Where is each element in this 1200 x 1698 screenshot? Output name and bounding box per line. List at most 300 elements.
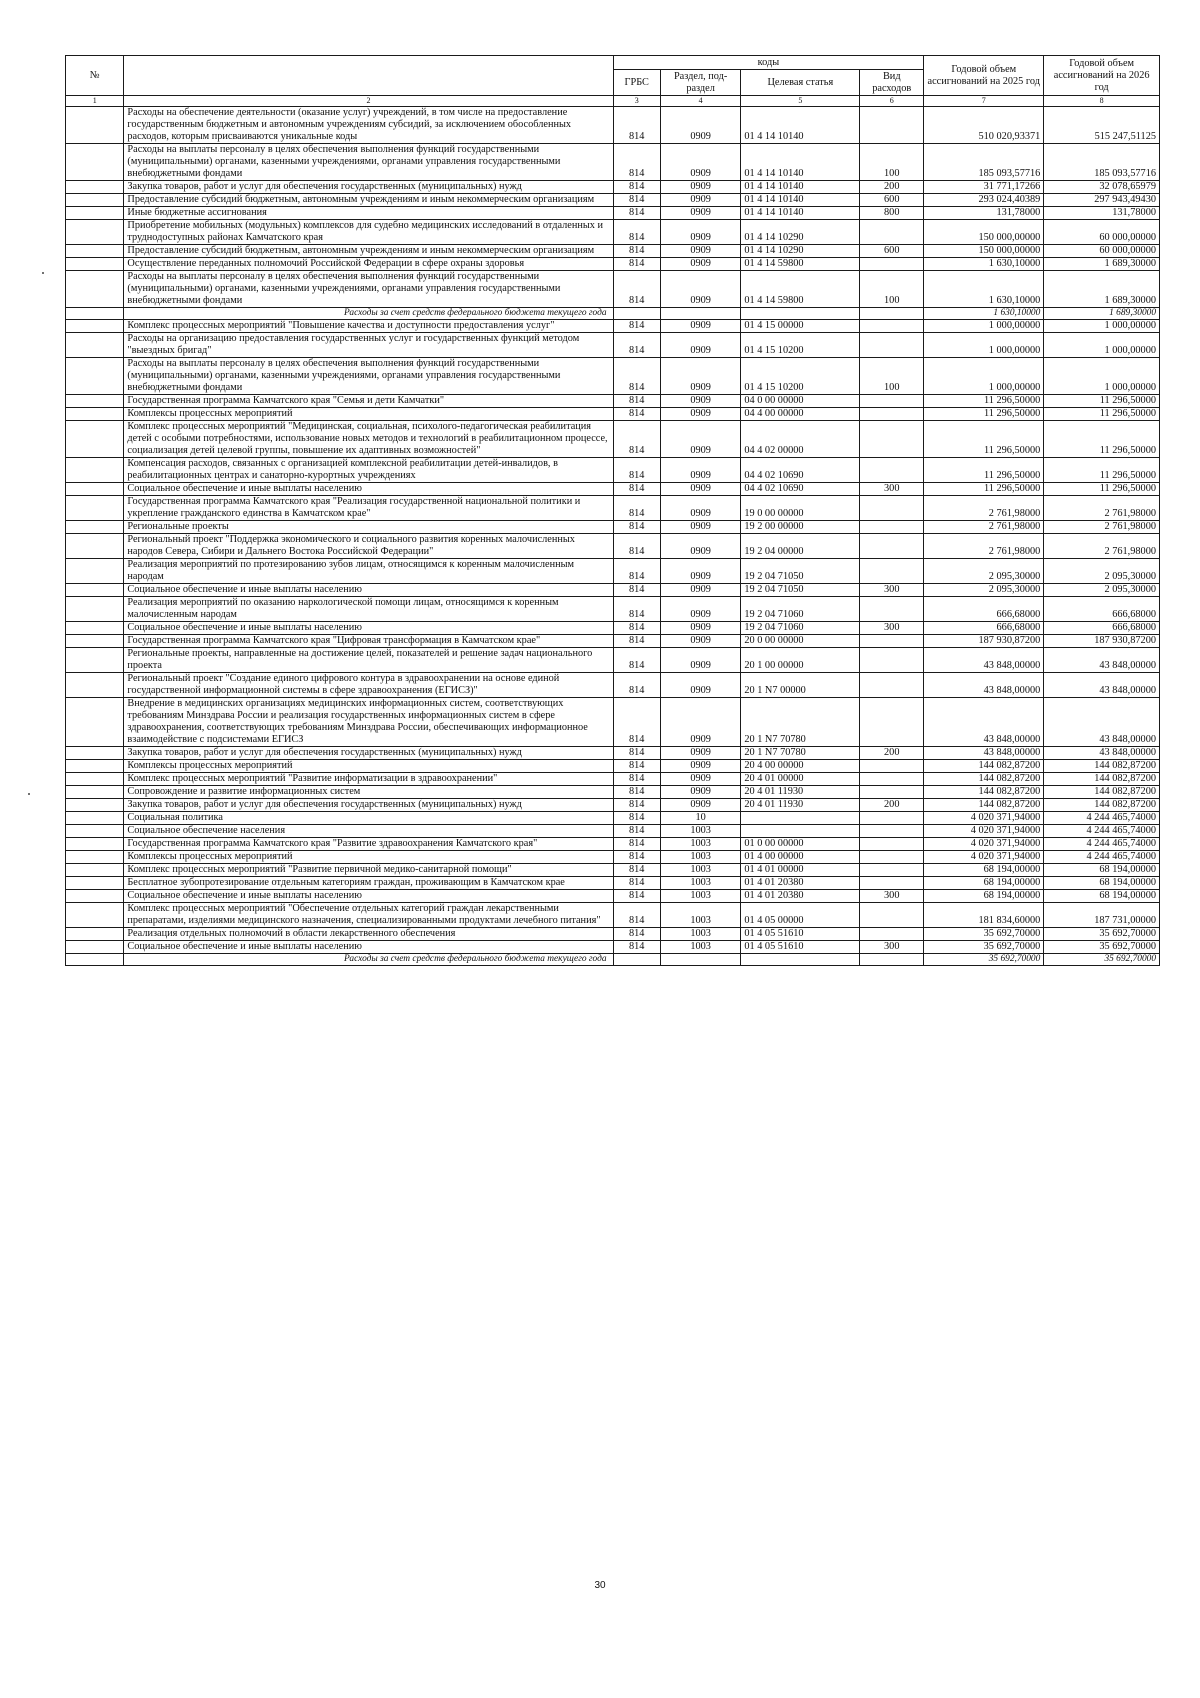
- row-number-cell: [66, 245, 124, 258]
- row-target-article: 01 4 14 10140: [741, 194, 860, 207]
- row-grbs: 814: [613, 864, 660, 877]
- row-description: Предоставление субсидий бюджетным, автономным учреждениям и иным некоммерческим организациям: [124, 194, 613, 207]
- row-target-article: 20 4 01 11930: [741, 799, 860, 812]
- row-description: Комплекс процессных мероприятий "Повышение качества и доступности предоставления услуг": [124, 320, 613, 333]
- row-target-article: 20 1 N7 70780: [741, 698, 860, 747]
- row-number-cell: [66, 258, 124, 271]
- row-amount-2025: 144 082,87200: [924, 773, 1044, 786]
- row-expense-kind: [860, 825, 924, 838]
- column-number: 3: [613, 96, 660, 107]
- row-section: 0909: [660, 698, 740, 747]
- row-description: Предоставление субсидий бюджетным, автономным учреждениям и иным некоммерческим организациям: [124, 245, 613, 258]
- row-section: 0909: [660, 271, 740, 308]
- row-amount-2026: 187 731,00000: [1044, 903, 1160, 928]
- table-row: [66, 144, 1160, 181]
- row-description: Социальное обеспечение населения: [124, 825, 613, 838]
- table-row: [66, 597, 1160, 622]
- row-number-cell: [66, 941, 124, 954]
- row-number-cell: [66, 773, 124, 786]
- row-expense-kind: 200: [860, 799, 924, 812]
- row-amount-2026: 4 244 465,74000: [1044, 812, 1160, 825]
- row-number-cell: [66, 864, 124, 877]
- row-target-article: 01 4 14 10290: [741, 245, 860, 258]
- row-number-cell: [66, 851, 124, 864]
- row-expense-kind: [860, 673, 924, 698]
- row-section: 0909: [660, 483, 740, 496]
- row-target-article: 01 0 00 00000: [741, 838, 860, 851]
- row-expense-kind: [860, 903, 924, 928]
- row-amount-2025: 666,68000: [924, 622, 1044, 635]
- row-description: Социальное обеспечение и иные выплаты населению: [124, 483, 613, 496]
- row-target-article: 01 4 05 51610: [741, 941, 860, 954]
- row-section: 0909: [660, 245, 740, 258]
- row-grbs: 814: [613, 144, 660, 181]
- row-section: 1003: [660, 890, 740, 903]
- row-amount-2026: 185 093,57716: [1044, 144, 1160, 181]
- row-expense-kind: [860, 308, 924, 320]
- row-amount-2025: 35 692,70000: [924, 954, 1044, 966]
- row-grbs: 814: [613, 903, 660, 928]
- row-target-article: 20 4 00 00000: [741, 760, 860, 773]
- row-section: 0909: [660, 107, 740, 144]
- row-description: Расходы за счет средств федерального бюджета текущего года: [124, 308, 613, 320]
- row-number-cell: [66, 648, 124, 673]
- row-number-cell: [66, 747, 124, 760]
- table-row: [66, 773, 1160, 786]
- row-target-article: 01 4 14 10140: [741, 207, 860, 220]
- row-amount-2025: 181 834,60000: [924, 903, 1044, 928]
- row-grbs: 814: [613, 483, 660, 496]
- row-number-cell: [66, 877, 124, 890]
- row-target-article: 01 4 14 59800: [741, 271, 860, 308]
- row-amount-2026: 11 296,50000: [1044, 408, 1160, 421]
- row-description: Комплекс процессных мероприятий "Обеспечение отдельных категорий граждан лекарственными препаратами, изделиями медицинского назначения, специализированными продуктами лечебного питания": [124, 903, 613, 928]
- row-grbs: 814: [613, 786, 660, 799]
- row-expense-kind: [860, 421, 924, 458]
- row-expense-kind: [860, 648, 924, 673]
- row-section: 0909: [660, 622, 740, 635]
- row-section: 0909: [660, 673, 740, 698]
- row-amount-2026: 11 296,50000: [1044, 458, 1160, 483]
- row-target-article: 01 4 01 20380: [741, 877, 860, 890]
- column-number: 8: [1044, 96, 1160, 107]
- row-number-cell: [66, 597, 124, 622]
- row-amount-2025: 68 194,00000: [924, 864, 1044, 877]
- row-number-cell: [66, 584, 124, 597]
- row-description: Реализация мероприятий по оказанию наркологической помощи лицам, относящимся к коренным малочисленным народам: [124, 597, 613, 622]
- column-number: 4: [660, 96, 740, 107]
- row-description: Расходы на выплаты персоналу в целях обеспечения выполнения функций государственными (муниципальными) органами, казенными учреждениями, органами управления государственными внебюджетными фондами: [124, 144, 613, 181]
- row-grbs: [613, 308, 660, 320]
- row-expense-kind: [860, 786, 924, 799]
- row-amount-2025: 666,68000: [924, 597, 1044, 622]
- table-row: [66, 635, 1160, 648]
- row-description: Расходы за счет средств федерального бюджета текущего года: [124, 954, 613, 966]
- row-description: Закупка товаров, работ и услуг для обеспечения государственных (муниципальных) нужд: [124, 181, 613, 194]
- row-target-article: 20 0 00 00000: [741, 635, 860, 648]
- row-grbs: 814: [613, 698, 660, 747]
- row-expense-kind: 300: [860, 622, 924, 635]
- row-amount-2026: 11 296,50000: [1044, 395, 1160, 408]
- row-number-cell: [66, 358, 124, 395]
- row-amount-2026: 131,78000: [1044, 207, 1160, 220]
- row-grbs: 814: [613, 928, 660, 941]
- table-row: [66, 559, 1160, 584]
- row-description: Социальное обеспечение и иные выплаты населению: [124, 584, 613, 597]
- row-section: 0909: [660, 395, 740, 408]
- row-section: 0909: [660, 220, 740, 245]
- row-amount-2025: 144 082,87200: [924, 799, 1044, 812]
- row-amount-2026: 4 244 465,74000: [1044, 838, 1160, 851]
- row-number-cell: [66, 534, 124, 559]
- table-row: [66, 358, 1160, 395]
- row-number-cell: [66, 395, 124, 408]
- table-row: [66, 521, 1160, 534]
- row-grbs: 814: [613, 320, 660, 333]
- row-description: Реализация отдельных полномочий в области лекарственного обеспечения: [124, 928, 613, 941]
- row-number-cell: [66, 698, 124, 747]
- row-expense-kind: [860, 597, 924, 622]
- row-grbs: 814: [613, 825, 660, 838]
- row-number-cell: [66, 207, 124, 220]
- row-target-article: 01 4 15 10200: [741, 333, 860, 358]
- row-description: Закупка товаров, работ и услуг для обеспечения государственных (муниципальных) нужд: [124, 747, 613, 760]
- row-number-cell: [66, 408, 124, 421]
- row-section: [660, 954, 740, 966]
- row-number-cell: [66, 220, 124, 245]
- row-number-cell: [66, 320, 124, 333]
- row-amount-2026: 43 848,00000: [1044, 673, 1160, 698]
- row-amount-2025: 4 020 371,94000: [924, 825, 1044, 838]
- row-description: Иные бюджетные ассигнования: [124, 207, 613, 220]
- row-expense-kind: [860, 760, 924, 773]
- row-grbs: 814: [613, 597, 660, 622]
- row-amount-2026: 43 848,00000: [1044, 747, 1160, 760]
- row-amount-2026: 1 689,30000: [1044, 308, 1160, 320]
- row-amount-2026: 1 000,00000: [1044, 320, 1160, 333]
- row-expense-kind: [860, 408, 924, 421]
- table-row: [66, 799, 1160, 812]
- table-row: [66, 258, 1160, 271]
- row-description: Сопровождение и развитие информационных систем: [124, 786, 613, 799]
- column-number-row: [66, 96, 1160, 107]
- row-number-cell: [66, 812, 124, 825]
- row-amount-2026: 666,68000: [1044, 622, 1160, 635]
- table-row: [66, 271, 1160, 308]
- row-expense-kind: [860, 258, 924, 271]
- row-amount-2025: 2 095,30000: [924, 559, 1044, 584]
- row-description: Расходы на выплаты персоналу в целях обеспечения выполнения функций государственными (муниципальными) органами, казенными учреждениями, органами управления государственными внебюджетными фондами: [124, 358, 613, 395]
- row-amount-2025: 43 848,00000: [924, 648, 1044, 673]
- row-expense-kind: [860, 812, 924, 825]
- row-amount-2025: 1 000,00000: [924, 358, 1044, 395]
- row-amount-2026: 68 194,00000: [1044, 890, 1160, 903]
- row-description: Комплексы процессных мероприятий: [124, 760, 613, 773]
- column-number: 6: [860, 96, 924, 107]
- table-row: [66, 928, 1160, 941]
- table-row: [66, 648, 1160, 673]
- row-target-article: 04 4 00 00000: [741, 408, 860, 421]
- row-description: Государственная программа Камчатского края "Цифровая трансформация в Камчатском крае": [124, 635, 613, 648]
- row-grbs: 814: [613, 181, 660, 194]
- row-description: Государственная программа Камчатского края "Развитие здравоохранения Камчатского края": [124, 838, 613, 851]
- row-expense-kind: 200: [860, 181, 924, 194]
- table-row: [66, 207, 1160, 220]
- row-expense-kind: [860, 320, 924, 333]
- row-target-article: 04 4 02 10690: [741, 483, 860, 496]
- row-expense-kind: [860, 559, 924, 584]
- row-description: Комплексы процессных мероприятий: [124, 408, 613, 421]
- row-target-article: [741, 825, 860, 838]
- row-amount-2026: 60 000,00000: [1044, 220, 1160, 245]
- table-row: [66, 786, 1160, 799]
- row-description: Государственная программа Камчатского края "Реализация государственной национальной политики и укрепление гражданского единства в Камчатском крае": [124, 496, 613, 521]
- row-amount-2025: 150 000,00000: [924, 220, 1044, 245]
- row-amount-2026: 1 000,00000: [1044, 358, 1160, 395]
- row-expense-kind: 300: [860, 483, 924, 496]
- row-target-article: 01 4 00 00000: [741, 851, 860, 864]
- row-target-article: 01 4 15 10200: [741, 358, 860, 395]
- header-target-article: Целевая статья: [741, 70, 860, 96]
- row-amount-2026: 11 296,50000: [1044, 483, 1160, 496]
- table-row: [66, 245, 1160, 258]
- row-grbs: 814: [613, 941, 660, 954]
- row-number-cell: [66, 271, 124, 308]
- row-amount-2026: 1 689,30000: [1044, 271, 1160, 308]
- row-amount-2026: 144 082,87200: [1044, 786, 1160, 799]
- row-amount-2025: 144 082,87200: [924, 760, 1044, 773]
- row-section: 0909: [660, 258, 740, 271]
- row-amount-2025: 4 020 371,94000: [924, 838, 1044, 851]
- row-grbs: 814: [613, 851, 660, 864]
- row-section: 0909: [660, 207, 740, 220]
- table-row: [66, 421, 1160, 458]
- table-row: [66, 408, 1160, 421]
- row-target-article: 04 4 02 00000: [741, 421, 860, 458]
- row-target-article: 19 2 00 00000: [741, 521, 860, 534]
- row-grbs: 814: [613, 271, 660, 308]
- row-number-cell: [66, 799, 124, 812]
- table-row: [66, 107, 1160, 144]
- row-amount-2026: 32 078,65979: [1044, 181, 1160, 194]
- table-row: [66, 747, 1160, 760]
- row-number-cell: [66, 622, 124, 635]
- row-description: Комплекс процессных мероприятий "Развитие первичной медико-санитарной помощи": [124, 864, 613, 877]
- row-amount-2025: 1 630,10000: [924, 258, 1044, 271]
- row-expense-kind: [860, 954, 924, 966]
- row-target-article: 20 1 N7 70780: [741, 747, 860, 760]
- table-row: [66, 941, 1160, 954]
- row-number-cell: [66, 673, 124, 698]
- row-grbs: 814: [613, 358, 660, 395]
- table-row: [66, 698, 1160, 747]
- row-target-article: 19 2 04 71060: [741, 597, 860, 622]
- row-section: 0909: [660, 496, 740, 521]
- row-section: 1003: [660, 864, 740, 877]
- row-section: 0909: [660, 760, 740, 773]
- table-row: [66, 458, 1160, 483]
- row-section: 0909: [660, 635, 740, 648]
- row-expense-kind: [860, 877, 924, 890]
- row-number-cell: [66, 903, 124, 928]
- row-amount-2026: 43 848,00000: [1044, 648, 1160, 673]
- row-target-article: 20 1 N7 00000: [741, 673, 860, 698]
- row-section: 1003: [660, 877, 740, 890]
- table-row: [66, 903, 1160, 928]
- row-section: 0909: [660, 358, 740, 395]
- row-amount-2026: 35 692,70000: [1044, 928, 1160, 941]
- row-amount-2026: 2 761,98000: [1044, 496, 1160, 521]
- row-description: Приобретение мобильных (модульных) комплексов для судебно медицинских исследований в отдаленных и труднодоступных районах Камчатского края: [124, 220, 613, 245]
- row-amount-2025: 31 771,17266: [924, 181, 1044, 194]
- row-section: 1003: [660, 838, 740, 851]
- row-target-article: 01 4 01 00000: [741, 864, 860, 877]
- row-expense-kind: [860, 838, 924, 851]
- row-expense-kind: 800: [860, 207, 924, 220]
- row-expense-kind: [860, 496, 924, 521]
- row-section: 1003: [660, 903, 740, 928]
- table-row: [66, 812, 1160, 825]
- page-number: 30: [594, 1580, 606, 1591]
- row-section: 1003: [660, 941, 740, 954]
- row-description: Реализация мероприятий по протезированию зубов лицам, относящимся к коренным малочисленным народам: [124, 559, 613, 584]
- column-number: 2: [124, 96, 613, 107]
- row-number-cell: [66, 496, 124, 521]
- row-amount-2026: 11 296,50000: [1044, 421, 1160, 458]
- row-amount-2025: 1 630,10000: [924, 271, 1044, 308]
- row-amount-2026: 2 095,30000: [1044, 559, 1160, 584]
- row-amount-2025: 131,78000: [924, 207, 1044, 220]
- row-target-article: 19 0 00 00000: [741, 496, 860, 521]
- row-number-cell: [66, 521, 124, 534]
- header-year-2026: Годовой объем ассигнований на 2026 год: [1044, 56, 1160, 96]
- row-description: Региональные проекты, направленные на достижение целей, показателей и решение задач национального проекта: [124, 648, 613, 673]
- row-section: 0909: [660, 747, 740, 760]
- row-amount-2026: 68 194,00000: [1044, 877, 1160, 890]
- budget-table: [65, 55, 1160, 966]
- row-amount-2026: 144 082,87200: [1044, 773, 1160, 786]
- row-section: 0909: [660, 559, 740, 584]
- row-number-cell: [66, 825, 124, 838]
- row-target-article: 04 0 00 00000: [741, 395, 860, 408]
- row-amount-2025: 35 692,70000: [924, 928, 1044, 941]
- table-row: [66, 395, 1160, 408]
- row-amount-2026: 144 082,87200: [1044, 799, 1160, 812]
- row-grbs: 814: [613, 333, 660, 358]
- row-section: 0909: [660, 333, 740, 358]
- row-grbs: [613, 954, 660, 966]
- row-grbs: 814: [613, 559, 660, 584]
- row-description: Комплекс процессных мероприятий "Медицинская, социальная, психолого-педагогическая реабилитация детей с особыми потребностями, использование новых методов и технологий в реабилитационном процессе, социализация детей целевой группы, повышение их адаптивных возможностей": [124, 421, 613, 458]
- row-number-cell: [66, 559, 124, 584]
- row-description: Государственная программа Камчатского края "Семья и дети Камчатки": [124, 395, 613, 408]
- row-grbs: 814: [613, 107, 660, 144]
- column-number: 5: [741, 96, 860, 107]
- row-target-article: 01 4 15 00000: [741, 320, 860, 333]
- row-target-article: 20 1 00 00000: [741, 648, 860, 673]
- row-grbs: 814: [613, 421, 660, 458]
- column-number: 7: [924, 96, 1044, 107]
- row-target-article: 01 4 05 00000: [741, 903, 860, 928]
- row-section: 0909: [660, 408, 740, 421]
- row-section: 0909: [660, 597, 740, 622]
- table-row: [66, 496, 1160, 521]
- header-codes: коды: [613, 56, 924, 70]
- row-amount-2025: 1 000,00000: [924, 320, 1044, 333]
- row-expense-kind: 100: [860, 144, 924, 181]
- row-target-article: 01 4 14 10140: [741, 181, 860, 194]
- row-amount-2025: 2 761,98000: [924, 521, 1044, 534]
- row-expense-kind: 600: [860, 245, 924, 258]
- row-expense-kind: [860, 928, 924, 941]
- row-target-article: 01 4 01 20380: [741, 890, 860, 903]
- row-grbs: 814: [613, 812, 660, 825]
- row-target-article: 01 4 14 10140: [741, 144, 860, 181]
- header-number: №: [66, 56, 124, 96]
- row-grbs: 814: [613, 207, 660, 220]
- row-section: 10: [660, 812, 740, 825]
- row-expense-kind: 100: [860, 271, 924, 308]
- row-grbs: 814: [613, 496, 660, 521]
- row-grbs: 814: [613, 194, 660, 207]
- row-description: Расходы на обеспечение деятельности (оказание услуг) учреждений, в том числе на предоставление государственным бюджетным и автономным учреждениям субсидий, за исключением обособленных расходов, которым присваиваются уникальные коды: [124, 107, 613, 144]
- budget-table-sheet: [65, 55, 1160, 966]
- row-grbs: 814: [613, 584, 660, 597]
- row-target-article: 19 2 04 71060: [741, 622, 860, 635]
- table-row: [66, 320, 1160, 333]
- row-description: Социальная политика: [124, 812, 613, 825]
- row-number-cell: [66, 333, 124, 358]
- row-number-cell: [66, 890, 124, 903]
- row-expense-kind: 600: [860, 194, 924, 207]
- row-expense-kind: [860, 220, 924, 245]
- row-amount-2026: 297 943,49430: [1044, 194, 1160, 207]
- row-amount-2025: 4 020 371,94000: [924, 812, 1044, 825]
- row-amount-2025: 11 296,50000: [924, 458, 1044, 483]
- row-amount-2025: 43 848,00000: [924, 698, 1044, 747]
- row-amount-2026: 1 689,30000: [1044, 258, 1160, 271]
- row-target-article: 01 4 14 10290: [741, 220, 860, 245]
- row-amount-2025: 2 761,98000: [924, 534, 1044, 559]
- row-number-cell: [66, 421, 124, 458]
- header-section: Раздел, под-раздел: [660, 70, 740, 96]
- row-target-article: 19 2 04 71050: [741, 584, 860, 597]
- row-number-cell: [66, 483, 124, 496]
- row-grbs: 814: [613, 648, 660, 673]
- table-row: [66, 877, 1160, 890]
- row-section: 0909: [660, 458, 740, 483]
- row-number-cell: [66, 954, 124, 966]
- row-target-article: 19 2 04 71050: [741, 559, 860, 584]
- row-number-cell: [66, 786, 124, 799]
- row-amount-2025: 187 930,87200: [924, 635, 1044, 648]
- row-amount-2025: 510 020,93371: [924, 107, 1044, 144]
- federal-budget-row: [66, 954, 1160, 966]
- header-expense-kind: Вид расходов: [860, 70, 924, 96]
- row-section: 0909: [660, 773, 740, 786]
- row-section: 0909: [660, 786, 740, 799]
- row-amount-2026: 4 244 465,74000: [1044, 851, 1160, 864]
- row-amount-2026: 60 000,00000: [1044, 245, 1160, 258]
- row-target-article: [741, 954, 860, 966]
- row-amount-2026: 35 692,70000: [1044, 941, 1160, 954]
- row-description: Расходы на организацию предоставления государственных услуг и государственных функций методом "выездных бригад": [124, 333, 613, 358]
- row-amount-2025: 43 848,00000: [924, 747, 1044, 760]
- row-amount-2025: 68 194,00000: [924, 890, 1044, 903]
- row-number-cell: [66, 635, 124, 648]
- row-description: Региональный проект "Создание единого цифрового контура в здравоохранении на основе единой государственной информационной системы в сфере здравоохранения (ЕГИСЗ)": [124, 673, 613, 698]
- row-amount-2025: 144 082,87200: [924, 786, 1044, 799]
